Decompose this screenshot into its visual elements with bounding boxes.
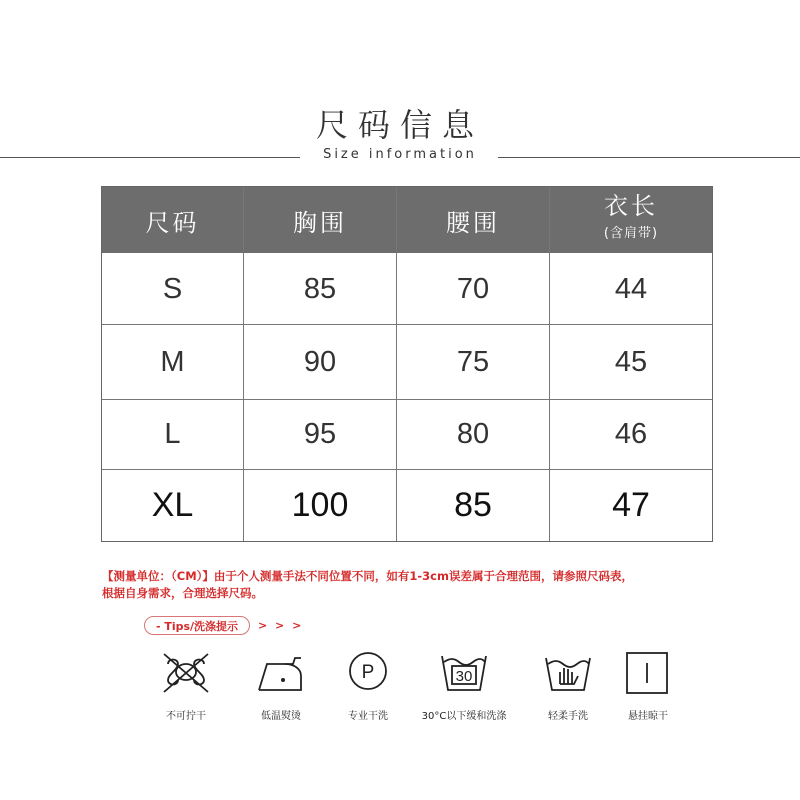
care-label: 专业干洗 [348,711,388,722]
measurement-note-line: 【测量单位：（CM）】由于个人测量手法不同位置不同，如有1-3cm误差属于合理范围，请参照尺码表， [102,569,633,583]
care-label: 低温熨烫 [261,711,301,722]
table-cell-length: 46 [614,418,648,450]
care-label: 30°C以下缓和洗涤 [421,711,507,722]
title-divider-left [0,157,300,158]
measurement-note [102,568,742,602]
page-title: 尺码信息 [315,106,484,144]
tips-badge: - Tips/洗涤提示 [144,616,250,635]
hand-wash-icon [542,650,594,702]
column-header-length-label: 衣长 [604,192,658,220]
table-cell-size: M [160,345,185,378]
dry-clean-symbol-text: P [361,662,375,683]
table-cell-length: 47 [612,486,650,524]
column-header-size: 尺码 [145,208,200,237]
care-label: 悬挂晾干 [628,711,668,722]
table-cell-waist: 80 [456,418,490,450]
table-cell-waist: 85 [454,486,492,524]
table-cell-chest: 100 [291,486,349,524]
measurement-note-line: 根据自身需求，合理选择尺码。 [102,586,263,600]
table-cell-size: S [162,273,183,305]
no-wring-icon [160,650,212,702]
care-item [414,650,514,720]
table-cell-waist: 70 [456,273,490,305]
table-cell-size: L [164,418,181,450]
care-item [136,650,236,720]
wash-temp-text: 30 [455,668,473,685]
table-cell-chest: 95 [303,418,337,450]
column-header-waist: 腰围 [446,208,500,237]
tips-arrows: > > > [258,619,304,632]
line-dry-icon [622,650,674,702]
table-cell-length: 45 [614,345,648,378]
care-item [231,650,331,720]
column-header-chest: 胸围 [293,208,347,237]
column-header-length-note: (含肩带) [603,226,659,241]
page-subtitle: Size information [323,147,477,162]
table-cell-waist: 75 [456,345,490,378]
dry-clean-p-icon [342,650,394,702]
column-header-length [550,187,712,253]
table-cell-size: XL [151,486,194,524]
low-iron-icon [255,650,307,702]
care-item [318,650,418,720]
size-table [101,186,713,542]
table-cell-chest: 85 [303,273,337,305]
wash-30-icon [438,650,490,702]
care-label: 不可拧干 [166,711,206,722]
care-label: 轻柔手洗 [548,711,588,722]
care-item [598,650,698,720]
table-cell-chest: 90 [303,345,337,378]
table-cell-length: 44 [614,273,648,305]
title-divider-right [498,157,800,158]
